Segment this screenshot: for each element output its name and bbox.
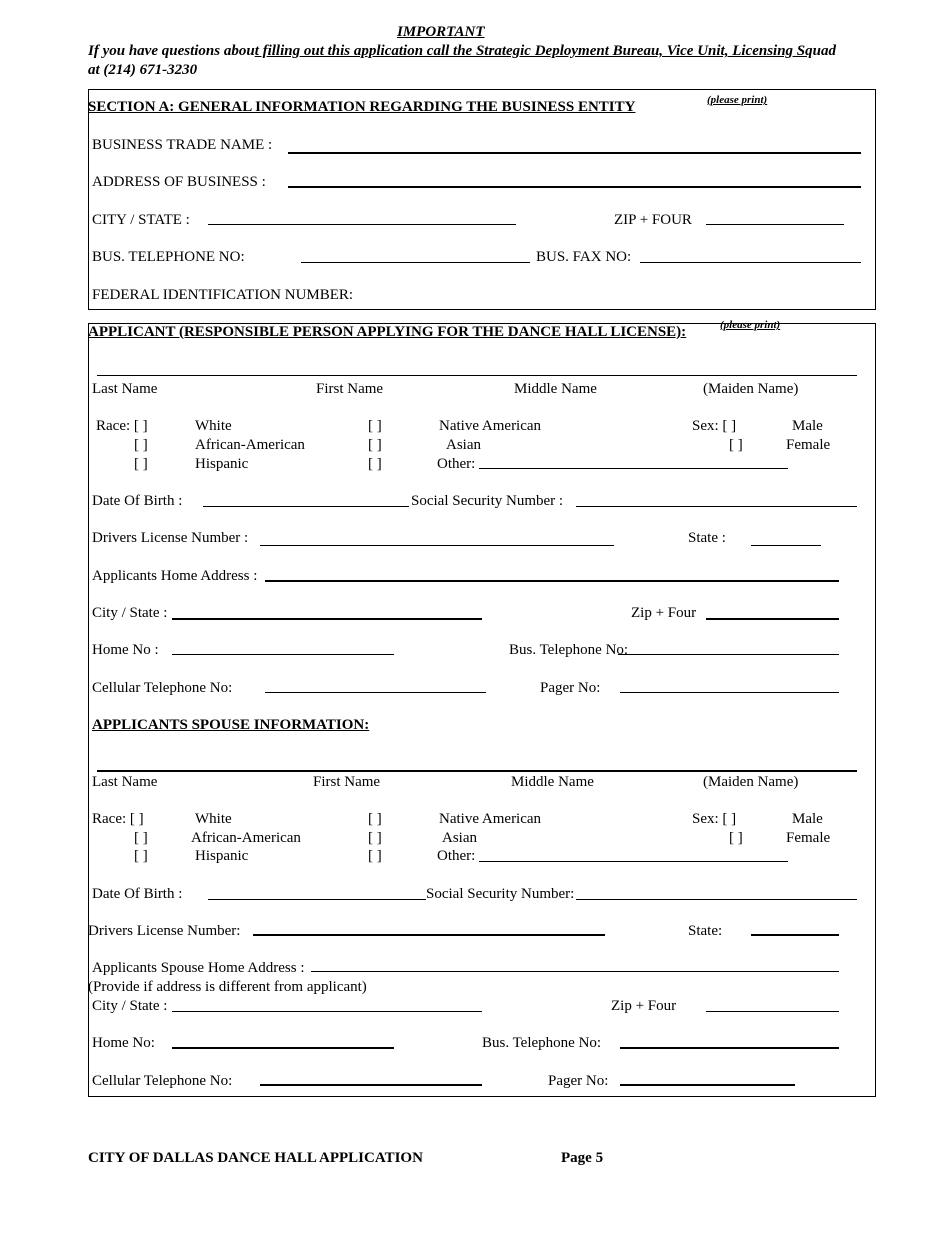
important-heading: IMPORTANT	[397, 24, 485, 40]
applicant-cell-label: Cellular Telephone No:	[92, 680, 233, 696]
spouse-maiden-name-label: (Maiden Name)	[703, 774, 799, 790]
applicant-city-state-field[interactable]	[172, 618, 482, 620]
applicant-race-white-label: White	[195, 418, 232, 434]
spouse-cell-label: Cellular Telephone No:	[92, 1073, 233, 1089]
spouse-dob-field[interactable]	[208, 899, 426, 900]
applicant-sex-female-label: Female	[786, 437, 831, 453]
applicant-race-asian-label: Asian	[446, 437, 481, 453]
spouse-cell-field[interactable]	[260, 1084, 482, 1086]
spouse-race-hispanic-checkbox[interactable]: [ ]	[134, 848, 148, 864]
applicant-race-hispanic-checkbox[interactable]: [ ]	[134, 456, 148, 472]
spouse-bus-tel-label: Bus. Telephone No:	[482, 1035, 602, 1051]
spouse-dl-state-field[interactable]	[751, 934, 839, 936]
footer-title: CITY OF DALLAS DANCE HALL APPLICATION	[88, 1150, 423, 1166]
spouse-pager-label: Pager No:	[548, 1073, 609, 1089]
spouse-home-address-label: Applicants Spouse Home Address :	[92, 960, 305, 976]
contact-note-start: If you have questions abou	[88, 43, 255, 59]
applicant-title: APPLICANT (RESPONSIBLE PERSON APPLYING FOR THE DANCE HALL LICENSE):	[88, 324, 687, 340]
spouse-dl-field[interactable]	[253, 934, 605, 936]
business-fax-label: BUS. FAX NO:	[536, 249, 632, 265]
spouse-sex-male-checkbox[interactable]: Sex: [ ]	[692, 811, 737, 827]
spouse-dob-label: Date Of Birth :	[92, 886, 183, 902]
spouse-race-white-label: White	[195, 811, 232, 827]
spouse-home-no-label: Home No:	[92, 1035, 155, 1051]
spouse-race-african-label: African-American	[191, 830, 301, 846]
contact-note-end: uad	[812, 43, 836, 59]
spouse-city-state-field[interactable]	[172, 1011, 482, 1012]
spouse-race-asian-label: Asian	[442, 830, 477, 846]
spouse-sex-female-label: Female	[786, 830, 831, 846]
section-a-title: SECTION A: GENERAL INFORMATION REGARDING THE BUSINESS ENTITY	[88, 99, 636, 115]
applicant-dl-state-field[interactable]	[751, 545, 821, 546]
applicant-race-other-label: Other:	[437, 456, 476, 472]
applicant-race-asian-checkbox[interactable]: [ ]	[368, 437, 382, 453]
applicant-middle-name-label: Middle Name	[514, 381, 597, 397]
applicant-bus-tel-field[interactable]	[618, 654, 839, 655]
applicant-ssn-field[interactable]	[576, 506, 857, 507]
applicant-race-african-checkbox[interactable]: [ ]	[134, 437, 148, 453]
spouse-race-hispanic-label: Hispanic	[195, 848, 249, 864]
spouse-name-field[interactable]	[97, 770, 857, 772]
spouse-race-other-label: Other:	[437, 848, 476, 864]
applicant-race-native-label: Native American	[439, 418, 542, 434]
federal-id-label: FEDERAL IDENTIFICATION NUMBER:	[92, 287, 354, 303]
applicant-home-address-label: Applicants Home Address :	[92, 568, 258, 584]
applicant-sex-male-checkbox[interactable]: Sex: [ ]	[692, 418, 737, 434]
spouse-home-address-field[interactable]	[311, 971, 839, 972]
applicant-home-no-field[interactable]	[172, 654, 394, 655]
business-address-label: ADDRESS OF BUSINESS :	[92, 174, 266, 190]
spouse-bus-tel-field[interactable]	[620, 1047, 839, 1049]
applicant-race-other-field[interactable]	[479, 468, 788, 469]
business-city-state-label: CITY / STATE :	[92, 212, 190, 228]
applicant-last-name-label: Last Name	[92, 381, 158, 397]
applicant-city-state-label: City / State :	[92, 605, 168, 621]
spouse-pager-field[interactable]	[620, 1084, 795, 1086]
applicant-maiden-name-label: (Maiden Name)	[703, 381, 799, 397]
business-address-field[interactable]	[288, 186, 861, 188]
spouse-race-other-checkbox[interactable]: [ ]	[368, 848, 382, 864]
spouse-dl-label: Drivers License Number:	[88, 923, 241, 939]
applicant-sex-male-label: Male	[792, 418, 823, 434]
applicant-home-no-label: Home No :	[92, 642, 159, 658]
spouse-title: APPLICANTS SPOUSE INFORMATION:	[92, 717, 370, 733]
business-telephone-field[interactable]	[301, 262, 530, 263]
applicant-dl-field[interactable]	[260, 545, 614, 546]
applicant-race-native-checkbox[interactable]: [ ]	[368, 418, 382, 434]
contact-note	[88, 44, 836, 59]
spouse-ssn-label: Social Security Number:	[426, 886, 575, 902]
spouse-ssn-field[interactable]	[576, 899, 857, 900]
spouse-race-asian-checkbox[interactable]: [ ]	[368, 830, 382, 846]
spouse-first-name-label: First Name	[313, 774, 381, 790]
applicant-dl-state-label: State :	[688, 530, 726, 546]
applicant-pager-field[interactable]	[620, 692, 839, 693]
applicant-race-african-label: African-American	[195, 437, 305, 453]
spouse-race-white-checkbox[interactable]: Race: [ ]	[92, 811, 144, 827]
spouse-race-native-label: Native American	[439, 811, 542, 827]
applicant-name-field[interactable]	[97, 375, 857, 376]
applicant-pager-label: Pager No:	[540, 680, 601, 696]
trade-name-field[interactable]	[288, 152, 861, 154]
applicant-first-name-label: First Name	[316, 381, 384, 397]
section-a-please-print: (please print)	[707, 94, 768, 106]
spouse-sex-female-checkbox[interactable]: [ ]	[729, 830, 743, 846]
spouse-city-state-label: City / State :	[92, 998, 168, 1014]
spouse-zip-field[interactable]	[706, 1011, 839, 1012]
applicant-dob-label: Date Of Birth :	[92, 493, 183, 509]
spouse-race-other-field[interactable]	[479, 861, 788, 862]
contact-note-underlined: t filling out this application call the Strategic Deployment Bureau, Vice Unit, Licensing Sq	[254, 43, 813, 59]
applicant-zip-label: Zip + Four	[631, 605, 697, 621]
applicant-race-hispanic-label: Hispanic	[195, 456, 249, 472]
spouse-address-note: (Provide if address is different from applicant)	[88, 979, 367, 995]
applicant-dob-field[interactable]	[203, 506, 409, 507]
business-zip-field[interactable]	[706, 224, 844, 225]
business-fax-field[interactable]	[640, 262, 861, 263]
spouse-middle-name-label: Middle Name	[511, 774, 594, 790]
applicant-bus-tel-label: Bus. Telephone No:	[509, 642, 629, 658]
spouse-last-name-label: Last Name	[92, 774, 158, 790]
spouse-sex-male-label: Male	[792, 811, 823, 827]
applicant-race-other-checkbox[interactable]: [ ]	[368, 456, 382, 472]
page-number: Page 5	[561, 1150, 604, 1166]
spouse-race-native-checkbox[interactable]: [ ]	[368, 811, 382, 827]
section-a-box	[88, 89, 876, 310]
spouse-race-african-checkbox[interactable]: [ ]	[134, 830, 148, 846]
applicant-ssn-label: Social Security Number :	[411, 493, 564, 509]
applicant-cell-field[interactable]	[265, 692, 486, 693]
business-city-state-field[interactable]	[208, 224, 516, 225]
applicant-home-address-field[interactable]	[265, 580, 839, 582]
applicant-zip-field[interactable]	[706, 618, 839, 620]
spouse-dl-state-label: State:	[688, 923, 723, 939]
trade-name-label: BUSINESS TRADE NAME :	[92, 137, 273, 153]
business-telephone-label: BUS. TELEPHONE NO:	[92, 249, 245, 265]
applicant-sex-female-checkbox[interactable]: [ ]	[729, 437, 743, 453]
applicant-race-white-checkbox[interactable]: Race: [ ]	[96, 418, 148, 434]
spouse-zip-label: Zip + Four	[611, 998, 677, 1014]
applicant-dl-label: Drivers License Number :	[92, 530, 249, 546]
spouse-home-no-field[interactable]	[172, 1047, 394, 1049]
applicant-please-print: (please print)	[720, 319, 781, 331]
business-zip-label: ZIP + FOUR	[614, 212, 692, 228]
contact-phone: at (214) 671-3230	[88, 62, 198, 78]
